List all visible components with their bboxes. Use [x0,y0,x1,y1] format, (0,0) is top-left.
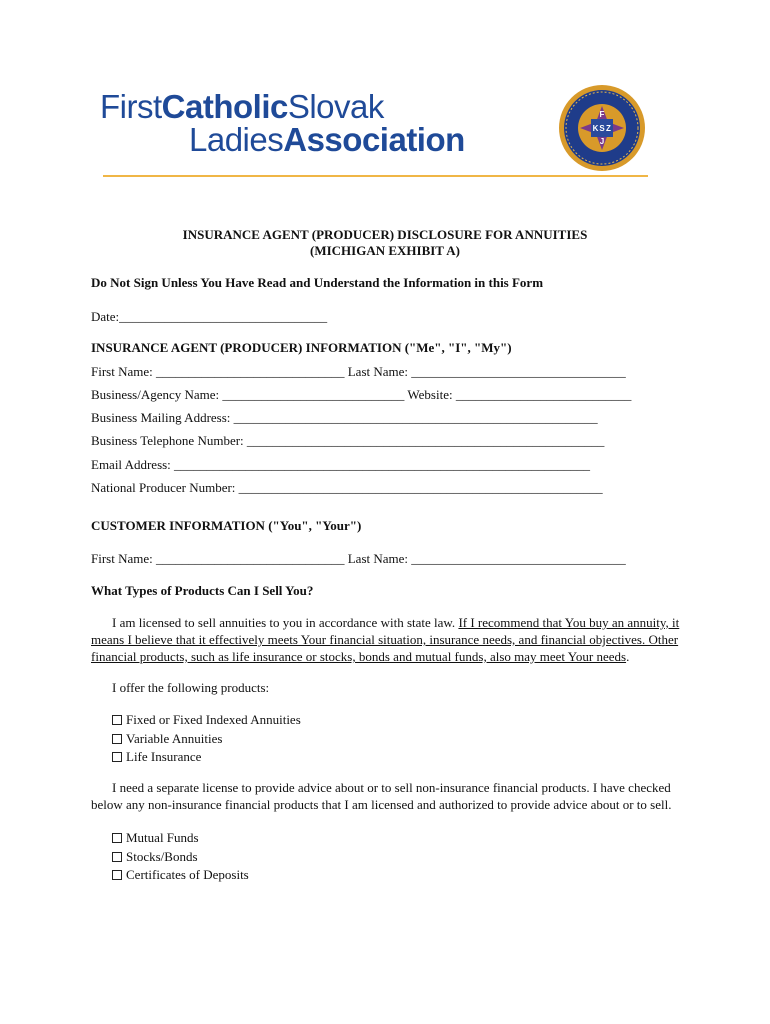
seal-letter-left: K [592,124,599,133]
document-subtitle: (MICHIGAN EXHIBIT A) [309,243,460,258]
checkbox[interactable] [112,752,122,762]
checkbox[interactable] [112,715,122,725]
option-certificates-of-deposits [112,866,249,885]
option-label: Mutual Funds [126,830,199,845]
agent-npn-field[interactable]: National Producer Number: ________________________________________________________ [91,480,603,495]
checkbox[interactable] [112,833,122,843]
agent-name-fields[interactable]: First Name: _____________________________ Last Name: _________________________________ [91,364,626,379]
date-field[interactable]: Date:________________________________ [91,309,328,324]
licensing-period: . [626,649,630,664]
agent-email-field[interactable]: Email Address: ________________________________________________________________ [91,457,591,472]
insurance-product-options [112,711,301,767]
logo-text-line2 [189,121,465,159]
offer-intro: I offer the following products: [112,680,270,695]
licensing-plain-text: I am licensed to sell annuities to you in accordance with state law. [112,615,459,630]
licensing-paragraph [91,614,681,665]
seal-letter-right: Z [606,124,611,133]
agent-info-heading: INSURANCE AGENT (PRODUCER) INFORMATION ("Me", "I", "My") [91,340,512,355]
option-life-insurance [112,748,301,767]
option-label: Certificates of Deposits [126,867,249,882]
checkbox[interactable] [112,852,122,862]
association-seal-icon [558,84,646,172]
logo-word-first: First [100,88,162,125]
logo-word-ladies: Ladies [189,121,284,158]
agent-mailing-address-field[interactable]: Business Mailing Address: ________________________________________________________ [91,410,598,425]
option-label: Life Insurance [126,749,202,764]
agent-phone-field[interactable]: Business Telephone Number: _______________________________________________________ [91,433,605,448]
option-fixed-annuities [112,711,301,730]
option-label: Fixed or Fixed Indexed Annuities [126,712,301,727]
noninsurance-product-options [112,829,249,885]
logo-word-slovak: Slovak [287,88,384,125]
checkbox[interactable] [112,870,122,880]
logo-word-association: Association [283,121,465,158]
licensing-underlined-text: If I recommend that You buy an annuity, it means I believe that it effectively meets Your financial situation, insurance needs, and financial objectives. Other financial products, such as life insurance or stocks, bonds and mutual funds, also may meet Your needs [91,615,680,664]
products-heading: What Types of Products Can I Sell You? [91,583,314,598]
seal-letter-center: S [599,124,605,133]
option-variable-annuities [112,730,301,749]
customer-name-fields[interactable]: First Name: _____________________________ Last Name: _________________________________ [91,551,626,566]
seal-letter-top: F [599,110,605,119]
document-title: INSURANCE AGENT (PRODUCER) DISCLOSURE FOR ANNUITIES [182,227,588,242]
sign-warning: Do Not Sign Unless You Have Read and Understand the Information in this Form [91,275,544,290]
checkbox[interactable] [112,734,122,744]
option-stocks-bonds [112,848,249,867]
seal-letter-bottom: J [599,137,605,146]
header-divider [103,175,648,177]
separate-license-paragraph: I need a separate license to provide advice about or to sell non-insurance financial products. I have checked below any non-insurance financial products that I am licensed and authorized to provide advice about or to sell. [91,780,672,812]
agent-business-fields[interactable]: Business/Agency Name: ____________________________ Website: ___________________________ [91,387,632,402]
option-label: Variable Annuities [126,730,223,746]
option-label: Stocks/Bonds [126,848,198,864]
option-mutual-funds [112,829,249,848]
customer-info-heading: CUSTOMER INFORMATION ("You", "Your") [91,518,362,533]
logo-word-catholic: Catholic [161,88,288,125]
